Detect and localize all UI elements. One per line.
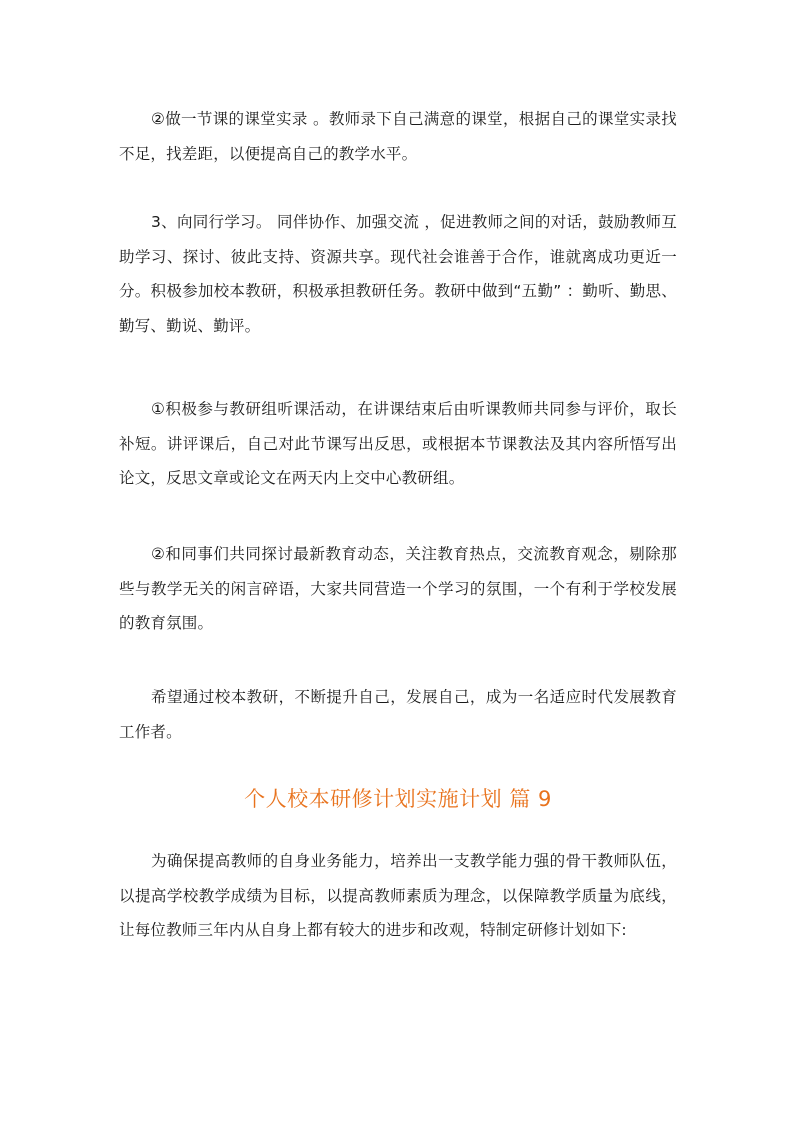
section-heading: 个人校本研修计划实施计划 篇 9 bbox=[244, 787, 552, 811]
paragraph-closing-hope: 希望通过校本教研，不断提升自己，发展自己，成为一名适应时代发展教育工作者。 bbox=[119, 688, 677, 741]
paragraph-lesson-observation: ①积极参与教研组听课活动，在讲课结束后由听课教师共同参与评价，取长补短。讲评课后，自己对此节课写出反思，或根据本节课教法及其内容所悟写出论文，反思文章或论文在两天内上交中心教研组。 bbox=[119, 400, 677, 487]
paragraph-section-intro: 为确保提高教师的自身业务能力，培养出一支教学能力强的骨干教师队伍，以提高学校教学成绩为目标，以提高教师素质为理念，以保障教学质量为底线，让每位教师三年内从自身上都有较大的进步和改观，特制定研修计划如下: bbox=[119, 852, 677, 939]
paragraph-classroom-record: ②做一节课的课堂实录 。教师录下自己满意的课堂，根据自己的课堂实录找不足，找差距，以便提高自己的教学水平。 bbox=[119, 110, 677, 163]
paragraph-learn-from-peers: 3、向同行学习。 同伴协作、加强交流 ，促进教师之间的对话，鼓励教师互助学习、探讨、彼此支持、资源共享。现代社会谁善于合作，谁就离成功更近一分。积极参加校本教研，积极承担教研任务。教研中做到“五勤” ：勤听、勤思、勤写、勤说、勤评。 bbox=[119, 213, 677, 335]
paragraph-discuss-education: ②和同事们共同探讨最新教育动态，关注教育热点，交流教育观念，剔除那些与教学无关的闲言碎语，大家共同营造一个学习的氛围，一个有利于学校发展的教育氛围。 bbox=[119, 545, 677, 632]
